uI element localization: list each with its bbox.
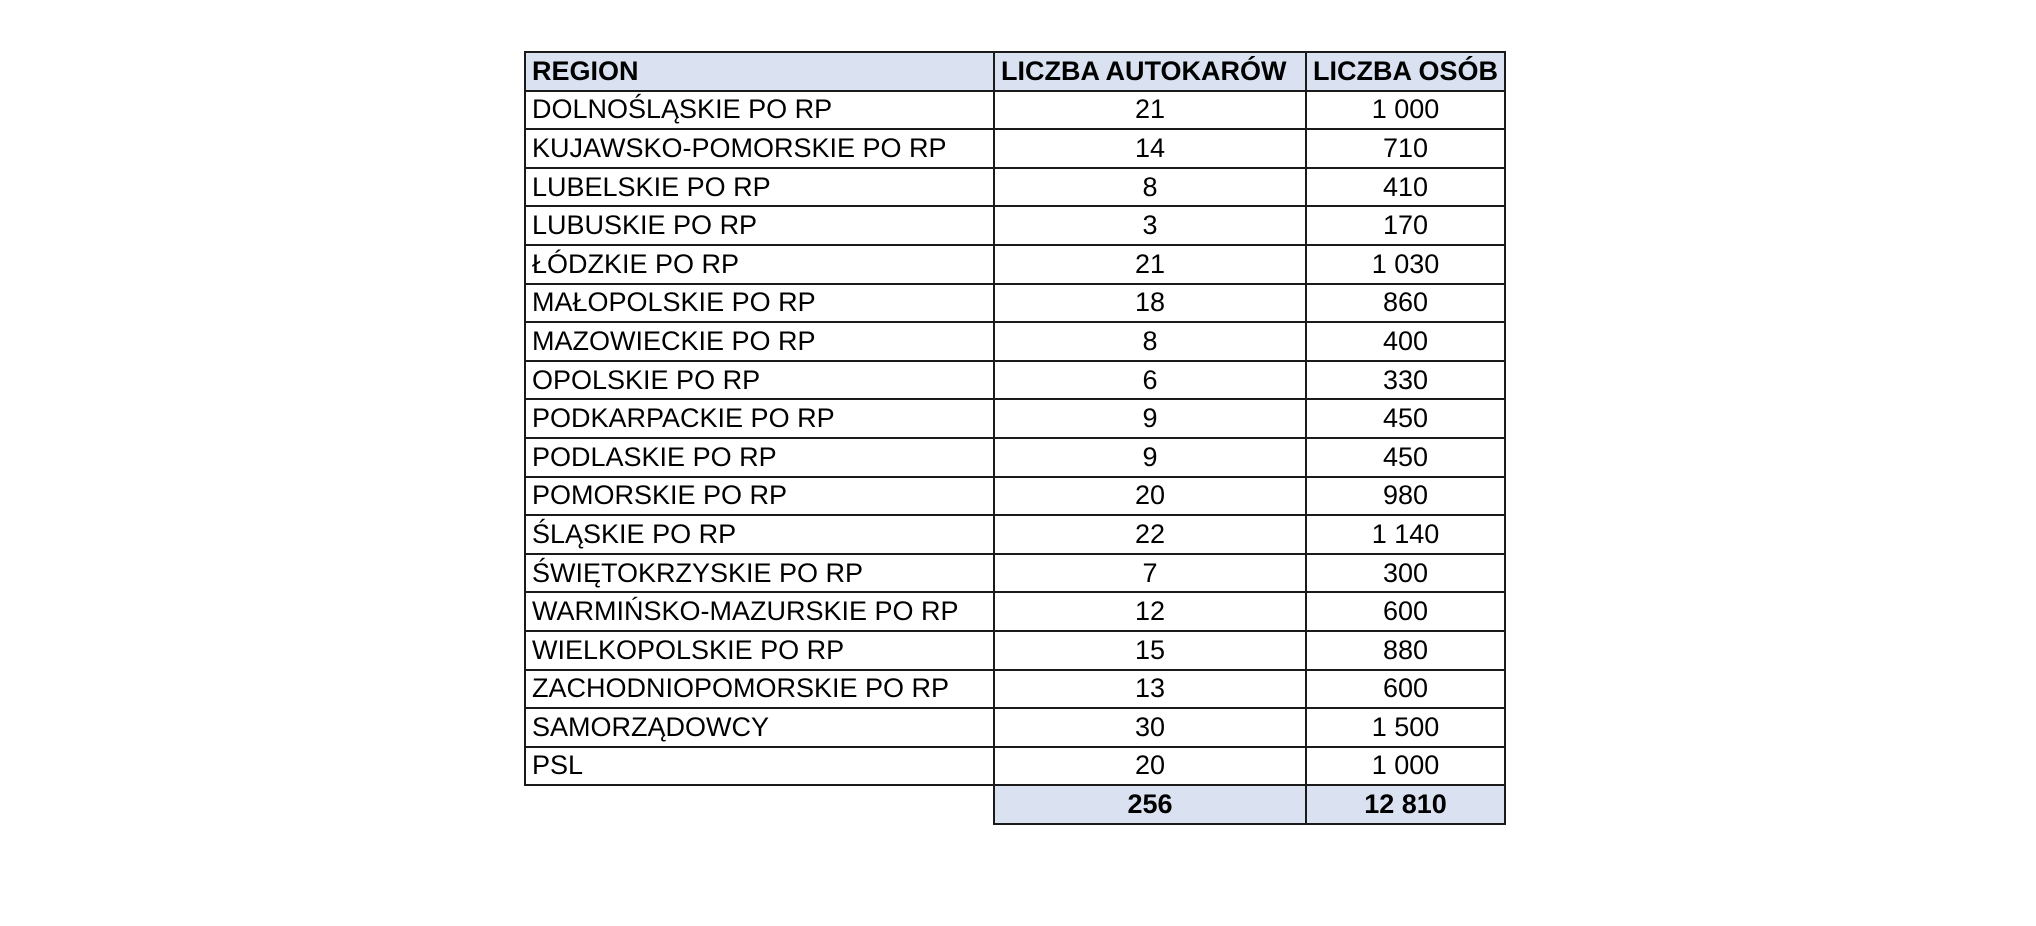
region-cell: MAŁOPOLSKIE PO RP — [525, 284, 994, 323]
people-count-cell: 170 — [1306, 206, 1505, 245]
bus-count-cell: 8 — [994, 322, 1306, 361]
bus-count-cell: 9 — [994, 399, 1306, 438]
region-cell: SAMORZĄDOWCY — [525, 708, 994, 747]
header-people-count: LICZBA OSÓB — [1306, 52, 1505, 91]
bus-count-cell: 8 — [994, 168, 1306, 207]
bus-count-cell: 20 — [994, 747, 1306, 786]
people-count-cell: 410 — [1306, 168, 1505, 207]
table-row — [525, 592, 1505, 631]
table-row — [525, 399, 1505, 438]
table-row — [525, 515, 1505, 554]
people-count-cell: 330 — [1306, 361, 1505, 400]
people-count-cell: 300 — [1306, 554, 1505, 593]
region-cell: PODKARPACKIE PO RP — [525, 399, 994, 438]
table-row — [525, 284, 1505, 323]
table-row — [525, 129, 1505, 168]
table-row — [525, 554, 1505, 593]
header-bus-count: LICZBA AUTOKARÓW — [994, 52, 1306, 91]
table-row — [525, 361, 1505, 400]
bus-count-cell: 15 — [994, 631, 1306, 670]
region-cell: LUBELSKIE PO RP — [525, 168, 994, 207]
region-cell: WARMIŃSKO-MAZURSKIE PO RP — [525, 592, 994, 631]
table-row — [525, 206, 1505, 245]
table-row — [525, 322, 1505, 361]
region-cell: POMORSKIE PO RP — [525, 477, 994, 516]
region-cell: ŁÓDZKIE PO RP — [525, 245, 994, 284]
table-row — [525, 168, 1505, 207]
table-row — [525, 747, 1505, 786]
bus-count-cell: 3 — [994, 206, 1306, 245]
people-count-cell: 980 — [1306, 477, 1505, 516]
region-cell: MAZOWIECKIE PO RP — [525, 322, 994, 361]
people-count-cell: 1 000 — [1306, 747, 1505, 786]
region-cell: ZACHODNIOPOMORSKIE PO RP — [525, 670, 994, 709]
total-people-count: 12 810 — [1306, 785, 1505, 824]
region-cell: ŚLĄSKIE PO RP — [525, 515, 994, 554]
people-count-cell: 1 140 — [1306, 515, 1505, 554]
people-count-cell: 1 500 — [1306, 708, 1505, 747]
table-row — [525, 438, 1505, 477]
region-cell: LUBUSKIE PO RP — [525, 206, 994, 245]
people-count-cell: 400 — [1306, 322, 1505, 361]
people-count-cell: 880 — [1306, 631, 1505, 670]
total-bus-count: 256 — [994, 785, 1306, 824]
table-footer — [525, 785, 1505, 824]
bus-count-cell: 18 — [994, 284, 1306, 323]
table-row — [525, 670, 1505, 709]
bus-count-cell: 6 — [994, 361, 1306, 400]
people-count-cell: 600 — [1306, 670, 1505, 709]
region-cell: OPOLSKIE PO RP — [525, 361, 994, 400]
people-count-cell: 1 030 — [1306, 245, 1505, 284]
bus-count-cell: 20 — [994, 477, 1306, 516]
totals-blank-cell — [525, 785, 994, 824]
bus-count-cell: 22 — [994, 515, 1306, 554]
table-row — [525, 708, 1505, 747]
bus-count-cell: 14 — [994, 129, 1306, 168]
people-count-cell: 710 — [1306, 129, 1505, 168]
bus-count-cell: 30 — [994, 708, 1306, 747]
table-row — [525, 91, 1505, 130]
region-cell: KUJAWSKO-POMORSKIE PO RP — [525, 129, 994, 168]
people-count-cell: 450 — [1306, 438, 1505, 477]
table-row — [525, 477, 1505, 516]
bus-count-cell: 13 — [994, 670, 1306, 709]
people-count-cell: 450 — [1306, 399, 1505, 438]
table-row — [525, 631, 1505, 670]
bus-count-cell: 12 — [994, 592, 1306, 631]
region-cell: PSL — [525, 747, 994, 786]
bus-count-cell: 21 — [994, 245, 1306, 284]
region-cell: ŚWIĘTOKRZYSKIE PO RP — [525, 554, 994, 593]
people-count-cell: 1 000 — [1306, 91, 1505, 130]
table-row — [525, 245, 1505, 284]
bus-count-cell: 21 — [994, 91, 1306, 130]
region-cell: PODLASKIE PO RP — [525, 438, 994, 477]
header-row — [525, 52, 1505, 91]
people-count-cell: 600 — [1306, 592, 1505, 631]
header-region: REGION — [525, 52, 994, 91]
data-table — [524, 51, 1506, 825]
totals-row — [525, 785, 1505, 824]
table-header — [525, 52, 1505, 91]
bus-count-cell: 9 — [994, 438, 1306, 477]
people-count-cell: 860 — [1306, 284, 1505, 323]
bus-count-cell: 7 — [994, 554, 1306, 593]
region-cell: DOLNOŚLĄSKIE PO RP — [525, 91, 994, 130]
table-body — [525, 91, 1505, 786]
region-cell: WIELKOPOLSKIE PO RP — [525, 631, 994, 670]
